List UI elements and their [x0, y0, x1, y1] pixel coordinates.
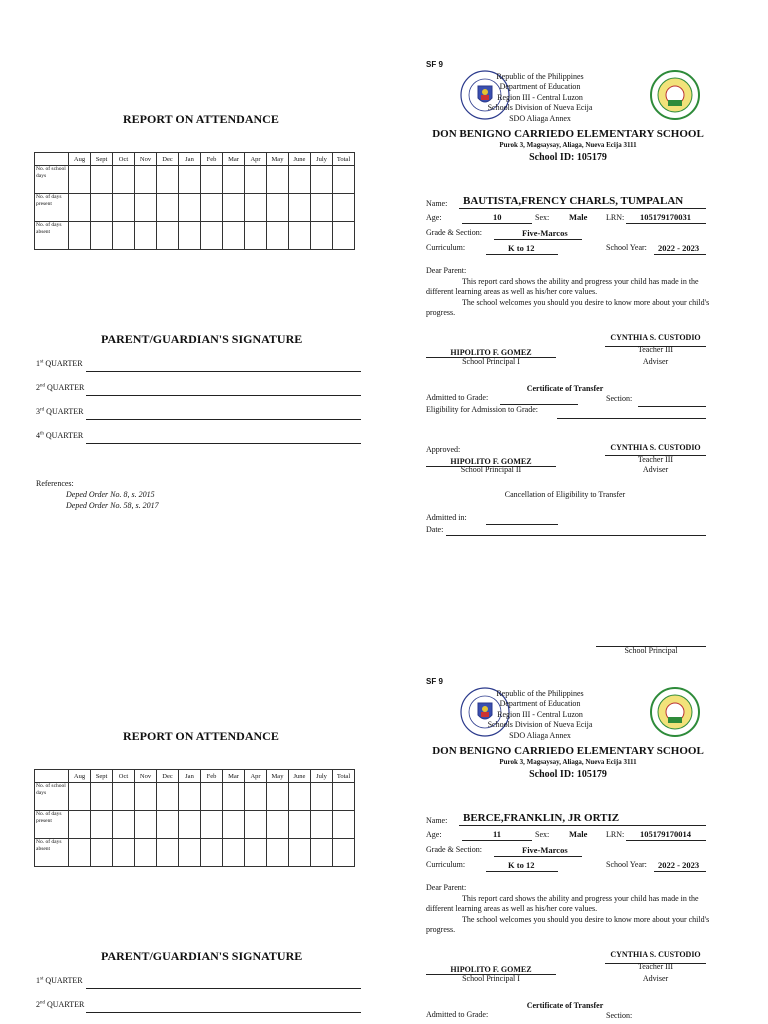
month-header: Feb: [201, 770, 223, 783]
form-number: SF 9: [426, 60, 443, 69]
sy-value[interactable]: 2022 - 2023: [658, 243, 700, 253]
section-label: Section:: [606, 1011, 633, 1020]
date-label: Date:: [426, 525, 444, 534]
principal-title: School Principal I: [462, 357, 520, 366]
attendance-title: REPORT ON ATTENDANCE: [123, 729, 279, 743]
references-label: References:: [36, 479, 74, 488]
admitted-in-label: Admitted in:: [426, 513, 467, 522]
row-label: No. of days absent: [35, 839, 69, 867]
certificate-title: Certificate of Transfer: [526, 1001, 604, 1010]
adviser-name: CYNTHIA S. CUSTODIO: [610, 950, 701, 959]
signature-line[interactable]: [86, 419, 361, 420]
signature-title: PARENT/GUARDIAN'S SIGNATURE: [101, 332, 303, 346]
principal-name: HIPOLITO F. GOMEZ: [450, 348, 532, 357]
grade-label: Grade & Section:: [426, 228, 482, 237]
adviser-role: Adviser: [642, 465, 669, 474]
school-name: DON BENIGNO CARRIEDO ELEMENTARY SCHOOL: [432, 128, 704, 140]
school-id: School ID: 105179: [529, 769, 607, 780]
row-label: No. of school days: [35, 166, 69, 194]
age-label: Age:: [426, 830, 442, 839]
admitted-grade-label: Admitted to Grade:: [426, 1010, 489, 1019]
school-address: Purok 3, Magsaysay, Aliaga, Nueva Ecija 3111: [499, 758, 637, 766]
school-id: School ID: 105179: [529, 152, 607, 163]
dear-parent-letter: Dear Parent: This report card shows the ability and progress your child has made in the different learning areas as well as his/her core values. The school welcomes you should you desire to know more about your child's progress.: [426, 883, 710, 934]
sy-underline: [654, 871, 706, 872]
month-header: Sept: [91, 770, 113, 783]
admitted-grade-label: Admitted to Grade:: [426, 393, 489, 402]
adviser-title: Teacher III: [637, 962, 674, 971]
approved-label: Approved:: [426, 445, 461, 454]
quarter-label: 3rd QUARTER: [36, 407, 84, 416]
lrn-value[interactable]: 105179170014: [640, 829, 691, 839]
cancellation-title: Cancellation of Eligibility to Transfer: [504, 490, 626, 499]
eligibility-line[interactable]: [557, 418, 706, 419]
division-seal-icon: [650, 70, 700, 120]
row-label: No. of days absent: [35, 222, 69, 250]
month-header: Nov: [135, 153, 157, 166]
attendance-table: [34, 152, 355, 250]
name-label: Name:: [426, 816, 448, 825]
month-header: Jan: [179, 153, 201, 166]
attendance-table: [34, 769, 355, 867]
dear-parent-letter: Dear Parent: This report card shows the ability and progress your child has made in the different learning areas as well as his/her core values. The school welcomes you should you desire to know more about your child's progress.: [426, 266, 710, 317]
month-header: June: [289, 770, 311, 783]
quarter-label: 2nd QUARTER: [36, 383, 85, 392]
grade-value[interactable]: Five-Marcos: [522, 845, 568, 855]
header-lines: Republic of the Philippines Department of Education Region III - Central Luzon Schools Division of Nueva Ecija SDO Aliaga Annex: [487, 72, 593, 123]
adviser-title: Teacher III: [637, 455, 674, 464]
adviser-role: Adviser: [642, 974, 669, 983]
principal-name: HIPOLITO F. GOMEZ: [450, 457, 532, 466]
name-underline: [459, 208, 706, 209]
signature-line[interactable]: [86, 395, 361, 396]
adviser-name: CYNTHIA S. CUSTODIO: [610, 333, 701, 342]
corner-cell: [35, 770, 69, 783]
month-header: Oct: [113, 770, 135, 783]
row-label: No. of school days: [35, 783, 69, 811]
age-underline: [462, 840, 532, 841]
lrn-label: LRN:: [606, 213, 625, 222]
adviser-role: Adviser: [642, 357, 669, 366]
sy-underline: [654, 254, 706, 255]
month-header: Sept: [91, 153, 113, 166]
admitted-in-line[interactable]: [486, 524, 558, 525]
age-label: Age:: [426, 213, 442, 222]
sy-value[interactable]: 2022 - 2023: [658, 860, 700, 870]
month-header: Apr: [245, 770, 267, 783]
sex-value[interactable]: Male: [569, 829, 588, 839]
month-header: Dec: [157, 770, 179, 783]
school-address: Purok 3, Magsaysay, Aliaga, Nueva Ecija 3111: [499, 141, 637, 149]
signature-line[interactable]: [86, 988, 361, 989]
row-label: No. of days present: [35, 194, 69, 222]
age-value[interactable]: 10: [493, 212, 502, 222]
section-label: Section:: [606, 394, 633, 403]
curriculum-underline: [486, 871, 558, 872]
row-label: No. of days present: [35, 811, 69, 839]
school-principal-label: School Principal: [624, 646, 678, 655]
curriculum-underline: [486, 254, 558, 255]
name-underline: [459, 825, 706, 826]
sex-label: Sex:: [535, 213, 550, 222]
date-line[interactable]: [446, 535, 706, 536]
form-number: SF 9: [426, 677, 443, 686]
grade-value[interactable]: Five-Marcos: [522, 228, 568, 238]
month-header: Dec: [157, 153, 179, 166]
principal-title: School Principal I: [462, 974, 520, 983]
certificate-title: Certificate of Transfer: [526, 384, 604, 393]
sex-label: Sex:: [535, 830, 550, 839]
section-line[interactable]: [638, 406, 706, 407]
month-header: Oct: [113, 153, 135, 166]
reference-item: Deped Order No. 8, s. 2015: [66, 490, 155, 499]
lrn-underline: [626, 840, 706, 841]
curriculum-label: Curriculum:: [426, 243, 466, 252]
attendance-title: REPORT ON ATTENDANCE: [123, 112, 279, 126]
signature-line[interactable]: [86, 1012, 361, 1013]
curriculum-label: Curriculum:: [426, 860, 466, 869]
student-name[interactable]: BERCE,FRANKLIN, JR ORTIZ: [463, 812, 620, 824]
adviser-name: CYNTHIA S. CUSTODIO: [610, 443, 701, 452]
eligibility-label: Eligibility for Admission to Grade:: [426, 405, 538, 414]
reference-item: Deped Order No. 58, s. 2017: [66, 501, 159, 510]
month-header: July: [311, 153, 333, 166]
signature-title: PARENT/GUARDIAN'S SIGNATURE: [101, 949, 303, 963]
name-label: Name:: [426, 199, 448, 208]
age-underline: [462, 223, 532, 224]
month-header: Feb: [201, 153, 223, 166]
month-header: Mar: [223, 770, 245, 783]
student-name[interactable]: BAUTISTA,FRENCY CHARLS, TUMPALAN: [463, 195, 684, 207]
month-header: Aug: [69, 770, 91, 783]
month-header: Total: [333, 770, 355, 783]
division-seal-icon: [650, 687, 700, 737]
report-card-2: [0, 617, 768, 1024]
month-header: Mar: [223, 153, 245, 166]
header-lines: Republic of the Philippines Department of Education Region III - Central Luzon Schools Division of Nueva Ecija SDO Aliaga Annex: [487, 689, 593, 740]
quarter-label: 2nd QUARTER: [36, 1000, 85, 1009]
sy-label: School Year:: [606, 243, 647, 252]
lrn-label: LRN:: [606, 830, 625, 839]
quarter-label: 1st QUARTER: [36, 976, 83, 985]
month-header: Apr: [245, 153, 267, 166]
school-name: DON BENIGNO CARRIEDO ELEMENTARY SCHOOL: [432, 745, 704, 757]
quarter-label: 4th QUARTER: [36, 431, 84, 440]
quarter-label: 1st QUARTER: [36, 359, 83, 368]
grade-underline: [494, 856, 582, 857]
month-header: June: [289, 153, 311, 166]
month-header: Total: [333, 153, 355, 166]
sy-label: School Year:: [606, 860, 647, 869]
sex-value[interactable]: Male: [569, 212, 588, 222]
curriculum-value[interactable]: K to 12: [508, 243, 535, 253]
month-header: May: [267, 770, 289, 783]
principal-title: School Principal II: [460, 465, 522, 474]
grade-underline: [494, 239, 582, 240]
month-header: Jan: [179, 770, 201, 783]
principal-name: HIPOLITO F. GOMEZ: [450, 965, 532, 974]
month-header: May: [267, 153, 289, 166]
month-header: July: [311, 770, 333, 783]
lrn-underline: [626, 223, 706, 224]
corner-cell: [35, 153, 69, 166]
adviser-title: Teacher III: [637, 345, 674, 354]
grade-label: Grade & Section:: [426, 845, 482, 854]
lrn-value[interactable]: 105179170031: [640, 212, 691, 222]
month-header: Aug: [69, 153, 91, 166]
curriculum-value[interactable]: K to 12: [508, 860, 535, 870]
signature-line[interactable]: [86, 443, 361, 444]
signature-line[interactable]: [86, 371, 361, 372]
month-header: Nov: [135, 770, 157, 783]
age-value[interactable]: 11: [493, 829, 502, 839]
